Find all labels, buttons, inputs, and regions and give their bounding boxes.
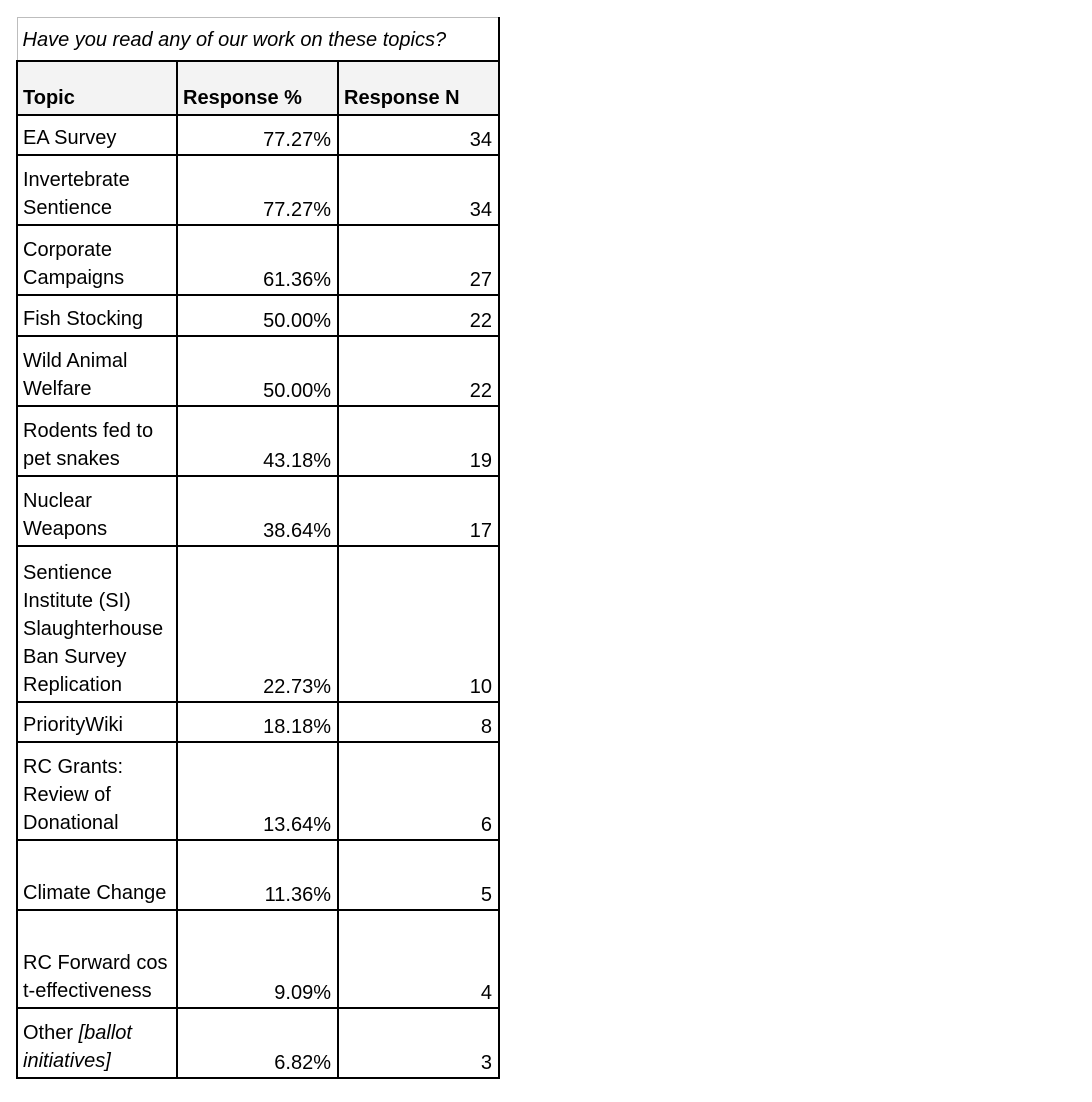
- table-row: [17, 742, 499, 840]
- response-n-cell: 6: [338, 742, 499, 840]
- table-row: [17, 155, 499, 225]
- response-n-cell: 27: [338, 225, 499, 295]
- topic-cell: Invertebrate Sentience: [17, 155, 177, 225]
- response-n-cell: 34: [338, 155, 499, 225]
- topic-cell: [17, 1008, 177, 1078]
- response-pct-cell: 18.18%: [177, 702, 338, 742]
- response-pct-cell: 61.36%: [177, 225, 338, 295]
- response-pct-cell: 38.64%: [177, 476, 338, 546]
- table-row: [17, 295, 499, 336]
- topic-cell: Nuclear Weapons: [17, 476, 177, 546]
- table-row: [17, 476, 499, 546]
- response-n-cell: 17: [338, 476, 499, 546]
- table-caption-row: [17, 18, 499, 62]
- response-pct-cell: 43.18%: [177, 406, 338, 476]
- table-row: [17, 406, 499, 476]
- table-row: [17, 546, 499, 702]
- response-n-cell: 8: [338, 702, 499, 742]
- response-n-cell: 34: [338, 115, 499, 155]
- table-row: [17, 115, 499, 155]
- response-pct-cell: 11.36%: [177, 840, 338, 910]
- topic-cell: Climate Change: [17, 840, 177, 910]
- table-row: [17, 336, 499, 406]
- header-response-n: Response N: [338, 61, 499, 115]
- topic-cell: Corporate Campaigns: [17, 225, 177, 295]
- topic-cell: RC Grants: Review of Donational: [17, 742, 177, 840]
- topic-cell: Sentience Institute (SI) Slaughterhouse Ban Survey Replication: [17, 546, 177, 702]
- response-n-cell: 22: [338, 295, 499, 336]
- response-n-cell: 5: [338, 840, 499, 910]
- header-response-pct: Response %: [177, 61, 338, 115]
- table-row: [17, 840, 499, 910]
- response-n-cell: 4: [338, 910, 499, 1008]
- table-row: [17, 702, 499, 742]
- survey-results-table: [16, 17, 500, 1079]
- topic-cell: RC Forward cost-effectiveness: [17, 910, 177, 1008]
- response-n-cell: 3: [338, 1008, 499, 1078]
- topic-cell: PriorityWiki: [17, 702, 177, 742]
- response-pct-cell: 77.27%: [177, 155, 338, 225]
- topic-cell: Wild Animal Welfare: [17, 336, 177, 406]
- response-n-cell: 22: [338, 336, 499, 406]
- table-row: [17, 910, 499, 1008]
- response-pct-cell: 77.27%: [177, 115, 338, 155]
- response-pct-cell: 50.00%: [177, 336, 338, 406]
- response-pct-cell: 6.82%: [177, 1008, 338, 1078]
- table-row: [17, 1008, 499, 1078]
- response-n-cell: 19: [338, 406, 499, 476]
- topic-note: [ballot initiatives]: [23, 1022, 132, 1072]
- response-pct-cell: 50.00%: [177, 295, 338, 336]
- topic-cell: Rodents fed to pet snakes: [17, 406, 177, 476]
- survey-results-sheet: [16, 17, 498, 1079]
- response-pct-cell: 13.64%: [177, 742, 338, 840]
- table-caption: Have you read any of our work on these topics?: [17, 18, 499, 62]
- topic-text: Other: [23, 1022, 74, 1044]
- topic-cell: EA Survey: [17, 115, 177, 155]
- response-n-cell: 10: [338, 546, 499, 702]
- topic-cell: Fish Stocking: [17, 295, 177, 336]
- header-topic: Topic: [17, 61, 177, 115]
- table-header-row: [17, 61, 499, 115]
- response-pct-cell: 9.09%: [177, 910, 338, 1008]
- response-pct-cell: 22.73%: [177, 546, 338, 702]
- table-row: [17, 225, 499, 295]
